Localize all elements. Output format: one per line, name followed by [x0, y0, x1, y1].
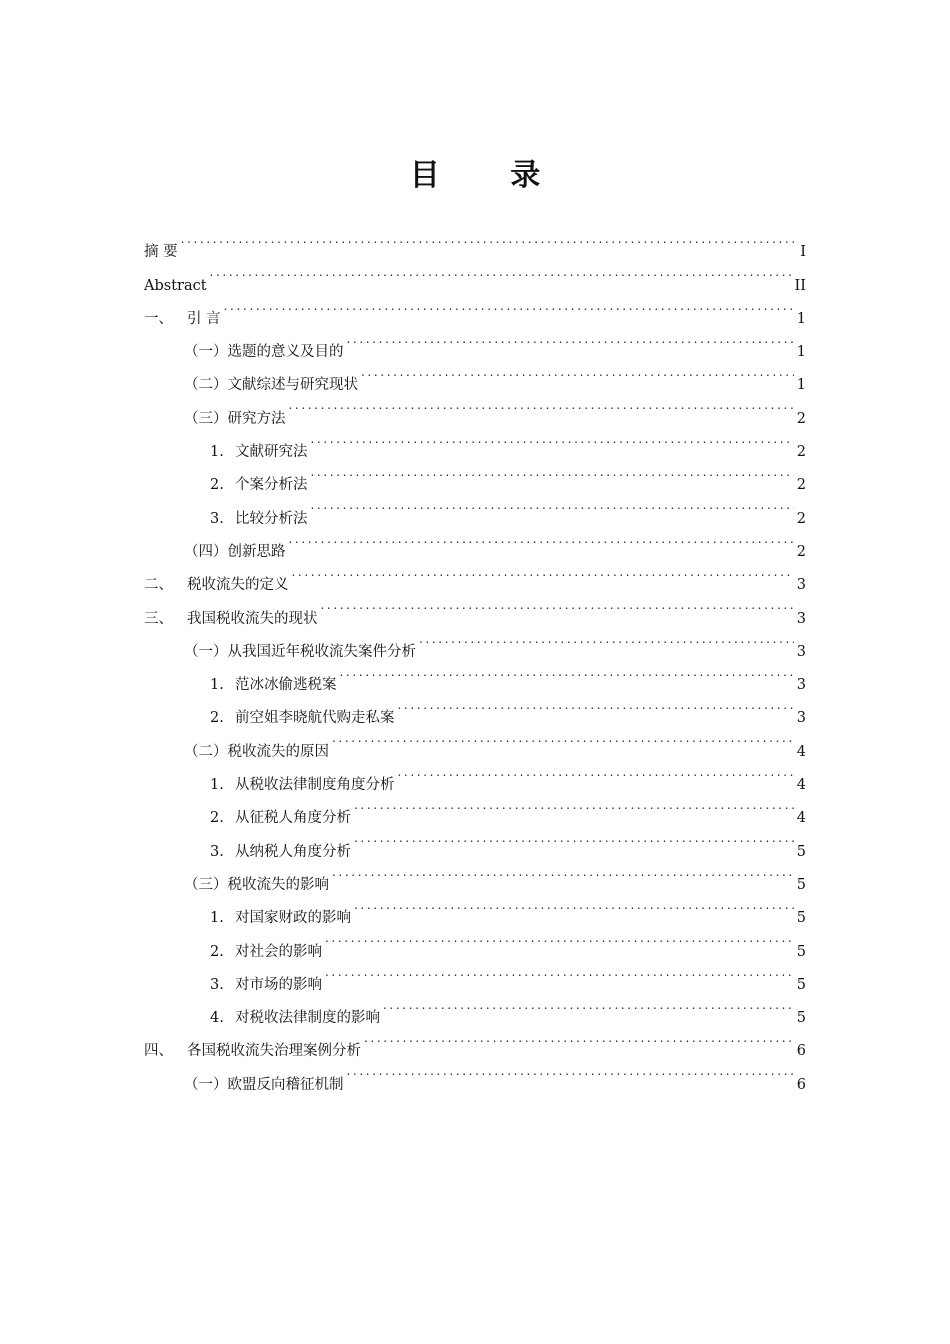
dot-leader — [347, 1055, 794, 1088]
dot-leader — [332, 856, 794, 889]
toc-entry-label: 引 言 — [187, 310, 221, 327]
toc-entry-label: 文献研究法 — [235, 444, 308, 461]
toc-entry-number: 一、 — [144, 310, 173, 327]
toc-entry-label: 从纳税人角度分析 — [235, 843, 351, 860]
toc-entry-number: 2. — [210, 477, 224, 494]
toc-entry-number: 3. — [210, 976, 224, 993]
toc-entry-page-number: 5 — [796, 910, 806, 927]
toc-entry-label: Abstract — [144, 277, 207, 294]
toc-entry-label: 摘 要 — [144, 244, 178, 261]
dot-leader — [340, 656, 794, 689]
toc-entry-label: 前空姐李晓航代购走私案 — [235, 710, 395, 727]
toc-entry-page-number: 4 — [796, 810, 806, 827]
dot-leader — [383, 989, 794, 1022]
table-of-contents — [144, 223, 806, 1093]
dot-leader — [289, 389, 794, 422]
dot-leader — [398, 689, 794, 722]
toc-entry-number: 三、 — [144, 610, 173, 627]
toc-entry-page-number: 5 — [796, 876, 806, 893]
toc-entry-page-number: 4 — [796, 743, 806, 760]
toc-entry-page-number: 3 — [796, 610, 806, 627]
toc-entry[interactable] — [144, 323, 806, 361]
dot-leader — [347, 323, 794, 356]
toc-entry-page-number: 2 — [796, 543, 806, 560]
dot-leader — [354, 789, 794, 822]
dot-leader — [354, 822, 794, 855]
toc-entry-label: 对社会的影响 — [235, 943, 322, 960]
toc-entry-number: 2. — [210, 710, 224, 727]
dot-leader — [361, 356, 794, 389]
toc-entry-label: 我国税收流失的现状 — [187, 610, 318, 627]
toc-entry-page-number: 2 — [796, 477, 806, 494]
toc-entry-page-number: 5 — [796, 1010, 806, 1027]
toc-entry-number: 1. — [210, 910, 224, 927]
toc-entry-page-number: 3 — [796, 710, 806, 727]
toc-entry-label: 各国税收流失治理案例分析 — [187, 1043, 361, 1060]
toc-entry-page-number: 2 — [796, 510, 806, 527]
toc-entry-label: 从征税人角度分析 — [235, 810, 351, 827]
dot-leader — [398, 756, 794, 789]
toc-entry-page-number: 1 — [796, 310, 806, 327]
toc-entry-label: （三）税收流失的影响 — [184, 876, 329, 893]
toc-entry-label: 对税收法律制度的影响 — [235, 1010, 380, 1027]
toc-entry-label: 比较分析法 — [235, 510, 308, 527]
toc-entry-page-number: 3 — [796, 643, 806, 660]
toc-entry-page-number: 5 — [796, 843, 806, 860]
toc-entry-label: 税收流失的定义 — [187, 577, 289, 594]
toc-entry-label: （二）文献综述与研究现状 — [184, 377, 358, 394]
toc-entry-number: 1. — [210, 677, 224, 694]
toc-entry-page-number: I — [800, 244, 806, 261]
toc-entry-number: 2. — [210, 810, 224, 827]
toc-entry-page-number: 6 — [796, 1043, 806, 1060]
toc-entry-label: （三）研究方法 — [184, 410, 286, 427]
toc-entry[interactable] — [144, 256, 806, 294]
toc-entry-number: 4. — [210, 1010, 224, 1027]
dot-leader — [311, 456, 794, 489]
toc-entry-page-number: 2 — [796, 410, 806, 427]
toc-entry[interactable] — [144, 223, 806, 261]
toc-entry-page-number: 2 — [796, 444, 806, 461]
toc-entry-number: 四、 — [144, 1043, 173, 1060]
dot-leader — [289, 523, 794, 556]
dot-leader — [332, 722, 794, 755]
toc-entry-label: 对市场的影响 — [235, 976, 322, 993]
toc-entry-label: 对国家财政的影响 — [235, 910, 351, 927]
dot-leader — [321, 589, 794, 622]
dot-leader — [210, 256, 792, 289]
toc-entry[interactable] — [144, 290, 806, 327]
toc-entry-number: 1. — [210, 777, 224, 794]
toc-entry-page-number: 1 — [796, 344, 806, 361]
toc-entry-number: 二、 — [144, 577, 173, 594]
toc-entry-label: 个案分析法 — [235, 477, 308, 494]
toc-entry-label: 从税收法律制度角度分析 — [235, 777, 395, 794]
toc-entry-page-number: 5 — [796, 943, 806, 960]
toc-entry-page-number: II — [794, 277, 806, 294]
toc-entry-number: 2. — [210, 943, 224, 960]
dot-leader — [311, 423, 794, 456]
toc-entry-label: （二）税收流失的原因 — [184, 743, 329, 760]
page-title: 目 录 — [409, 158, 571, 193]
toc-entry-page-number: 4 — [796, 777, 806, 794]
toc-entry-number: 3. — [210, 510, 224, 527]
dot-leader — [419, 623, 794, 656]
dot-leader — [325, 922, 794, 955]
dot-leader — [354, 889, 794, 922]
toc-entry-page-number: 3 — [796, 677, 806, 694]
toc-entry-label: （四）创新思路 — [184, 543, 286, 560]
toc-entry-page-number: 6 — [796, 1076, 806, 1093]
toc-entry-number: 3. — [210, 843, 224, 860]
toc-entry-label: 范冰冰偷逃税案 — [235, 677, 337, 694]
toc-entry-label: （一）从我国近年税收流失案件分析 — [184, 643, 416, 660]
dot-leader — [364, 1022, 794, 1055]
dot-leader — [224, 290, 794, 323]
toc-entry-page-number: 1 — [796, 377, 806, 394]
dot-leader — [292, 556, 794, 589]
dot-leader — [325, 956, 794, 989]
dot-leader — [311, 489, 794, 522]
toc-entry-page-number: 5 — [796, 976, 806, 993]
toc-entry-label: （一）选题的意义及目的 — [184, 344, 344, 361]
dot-leader — [181, 223, 798, 256]
toc-entry-number: 1. — [210, 444, 224, 461]
toc-entry-page-number: 3 — [796, 577, 806, 594]
toc-entry-label: （一）欧盟反向稽征机制 — [184, 1076, 344, 1093]
